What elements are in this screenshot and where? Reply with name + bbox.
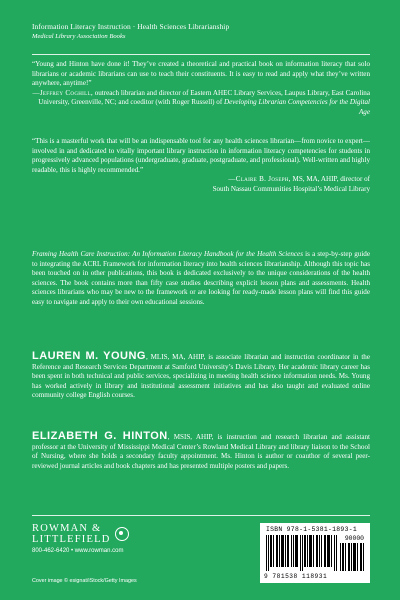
description-text: is a step-by-step guide to integrating the ACRL Framework for information literacy into health sciences librarianship. Although this topic has been touched on in other publications, this book is dedicated exclusively to the unique considerations of the health sciences. The book contains more than fifty case studies describing explicit lesson plans and assessments. Health sciences librarians who may be new to the framework or are looking for ready-made lesson plans will find this guide easy to navigate and apply to their own educational sessions. [32,250,371,306]
logo-line-2: LITTLEFIELD [32,534,111,545]
author-bio-2 [32,432,370,471]
book-description [32,250,370,308]
praise-block-1 [32,60,370,118]
attribution-role: MS, MA, AHIP, director of [292,175,370,184]
top-divider [32,54,370,55]
attribution-name: —Claire B. Joseph, [228,175,291,184]
publisher-emblem-icon [115,527,129,541]
praise-attribution [32,89,370,118]
logo-mark [32,523,129,545]
logo-line-1: ROWMAN & [32,523,102,534]
logo-wordmark [32,523,111,545]
author-name: LAUREN M. YOUNG [32,350,146,362]
praise-quote: “This is a masterful work that will be an indispensable tool for any health sciences librarian—from novice to expert—involved in and dedicated to vitally important library instruction in information literacy competencies for students in progressively advanced populations (undergraduate, graduate, postgraduate, and professional). Well-written and highly readable, this is highly recommended.” [32,137,370,174]
cover-image-credit: Cover image © esignat/iStock/Getty Images [32,578,137,584]
publisher-contact: 800-462-6420 • www.rowman.com [32,548,124,554]
book-title: Framing Health Care Instruction: An Information Literacy Handbook for the Health Sciences [32,250,303,258]
bottom-divider [32,515,370,516]
isbn-text: ISBN 978-1-5381-1893-1 [266,526,357,533]
isbn-barcode [260,523,370,583]
price-code: 90000 [344,535,364,542]
attribution-role: outreach librarian and director of Eastern AHEC Library Services, Laupus Library, East Carolina University, Greenville, NC; and coeditor (with Roger Russell) of [38,88,370,107]
praise-attribution [32,175,370,194]
publisher-logo [32,523,129,554]
author-bio-1 [32,352,370,401]
author-bio-text: , MSIS, AHIP, is instruction and research librarian and assistant professor at the University of Mississippi Medical Center’s Rowland Medical Library and library liaison to the School of Nursing, where she holds a secondary faculty appointment. Ms. Hinton is author or coauthor of several peer-reviewed journal articles and book chapters and has presented multiple posters and papers. [32,433,370,470]
author-bio-text: , MLIS, MA, AHIP, is associate librarian and instruction coordinator in the Reference and Research Services Department at Samford University’s Davis Library. Her academic library career has been spent in both technical and public services, specializing in meeting health science information needs. Ms. Young has worked actively in library and institutional assessment initiatives and has also taught and evaluated online community college English courses. [32,353,370,400]
attribution-role-line2: South Nassau Communities Hospital’s Medical Library [212,184,370,193]
attribution-name: —Jeffrey Coghill, [32,88,93,97]
attribution-book-title: Developing Librarian Competencies for the Digital Age [224,98,370,116]
publisher-line: Medical Library Association Books [32,33,126,40]
praise-quote: “Young and Hinton have done it! They’ve created a theoretical and practical book on information literacy that solo librarians or academic librarians can use to teach their constituents. It is easy to read and apply what they’ve written anywhere, anytime!” [32,60,370,88]
barcode-icon [266,535,338,571]
author-name: ELIZABETH G. HINTON [32,430,168,442]
series-line: Information Literacy Instruction · Health Sciences Librarianship [32,22,230,31]
ean-number: 9 781538 118931 [264,573,328,580]
price-barcode-icon [340,543,364,571]
praise-block-2 [32,137,370,195]
cover-header [32,22,372,42]
